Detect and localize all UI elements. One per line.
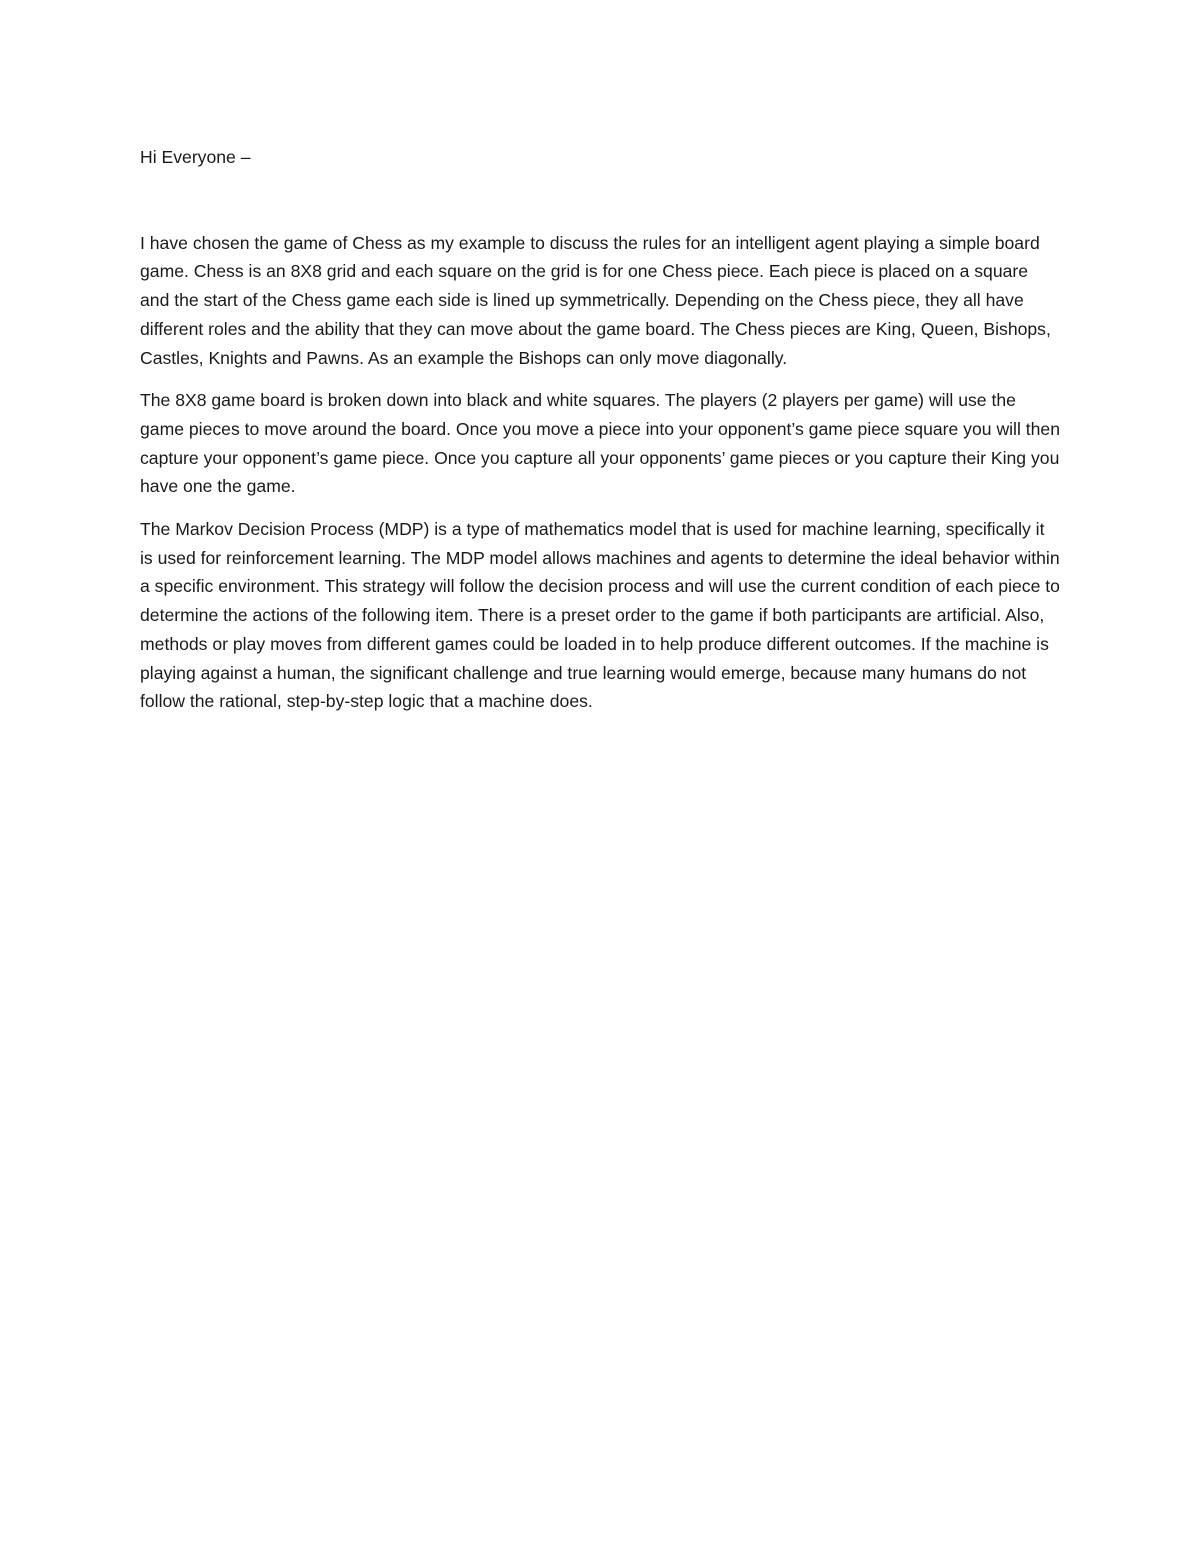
- paragraph-chess-rules: I have chosen the game of Chess as my example to discuss the rules for an intelligent agent playing a simple board game. Chess is an 8X8 grid and each square on the grid is for one Chess piece. Each piece is placed on a square and the start of the Chess game each side is lined up symmetrically. Depending on the Chess piece, they all have different roles and the ability that they can move about the game board. The Chess pieces are King, Queen, Bishops, Castles, Knights and Pawns. As an example the Bishops can only move diagonally.: [140, 232, 1051, 368]
- document-body: [140, 143, 1060, 716]
- paragraph-game-board: The 8X8 game board is broken down into black and white squares. The players (2 players per game) will use the game pieces to move around the board. Once you move a piece into your opponent’s game piece square you will then capture your opponent’s game piece. Once you capture all your opponents’ game pieces or you capture their King you have one the game.: [140, 390, 1061, 497]
- paragraph-markov-decision-process: The Markov Decision Process (MDP) is a type of mathematics model that is used for machine learning, specifically it is used for reinforcement learning. The MDP model allows machines and agents to determine the ideal behavior within a specific environment. This strategy will follow the decision process and will use the current condition of each piece to determine the actions of the following item. There is a preset order to the game if both participants are artificial. Also, methods or play moves from different games could be loaded in to help produce different outcomes. If the machine is playing against a human, the significant challenge and true learning would emerge, because many humans do not follow the rational, step-by-step logic that a machine does.: [140, 519, 1060, 712]
- greeting-line: Hi Everyone –: [140, 147, 251, 167]
